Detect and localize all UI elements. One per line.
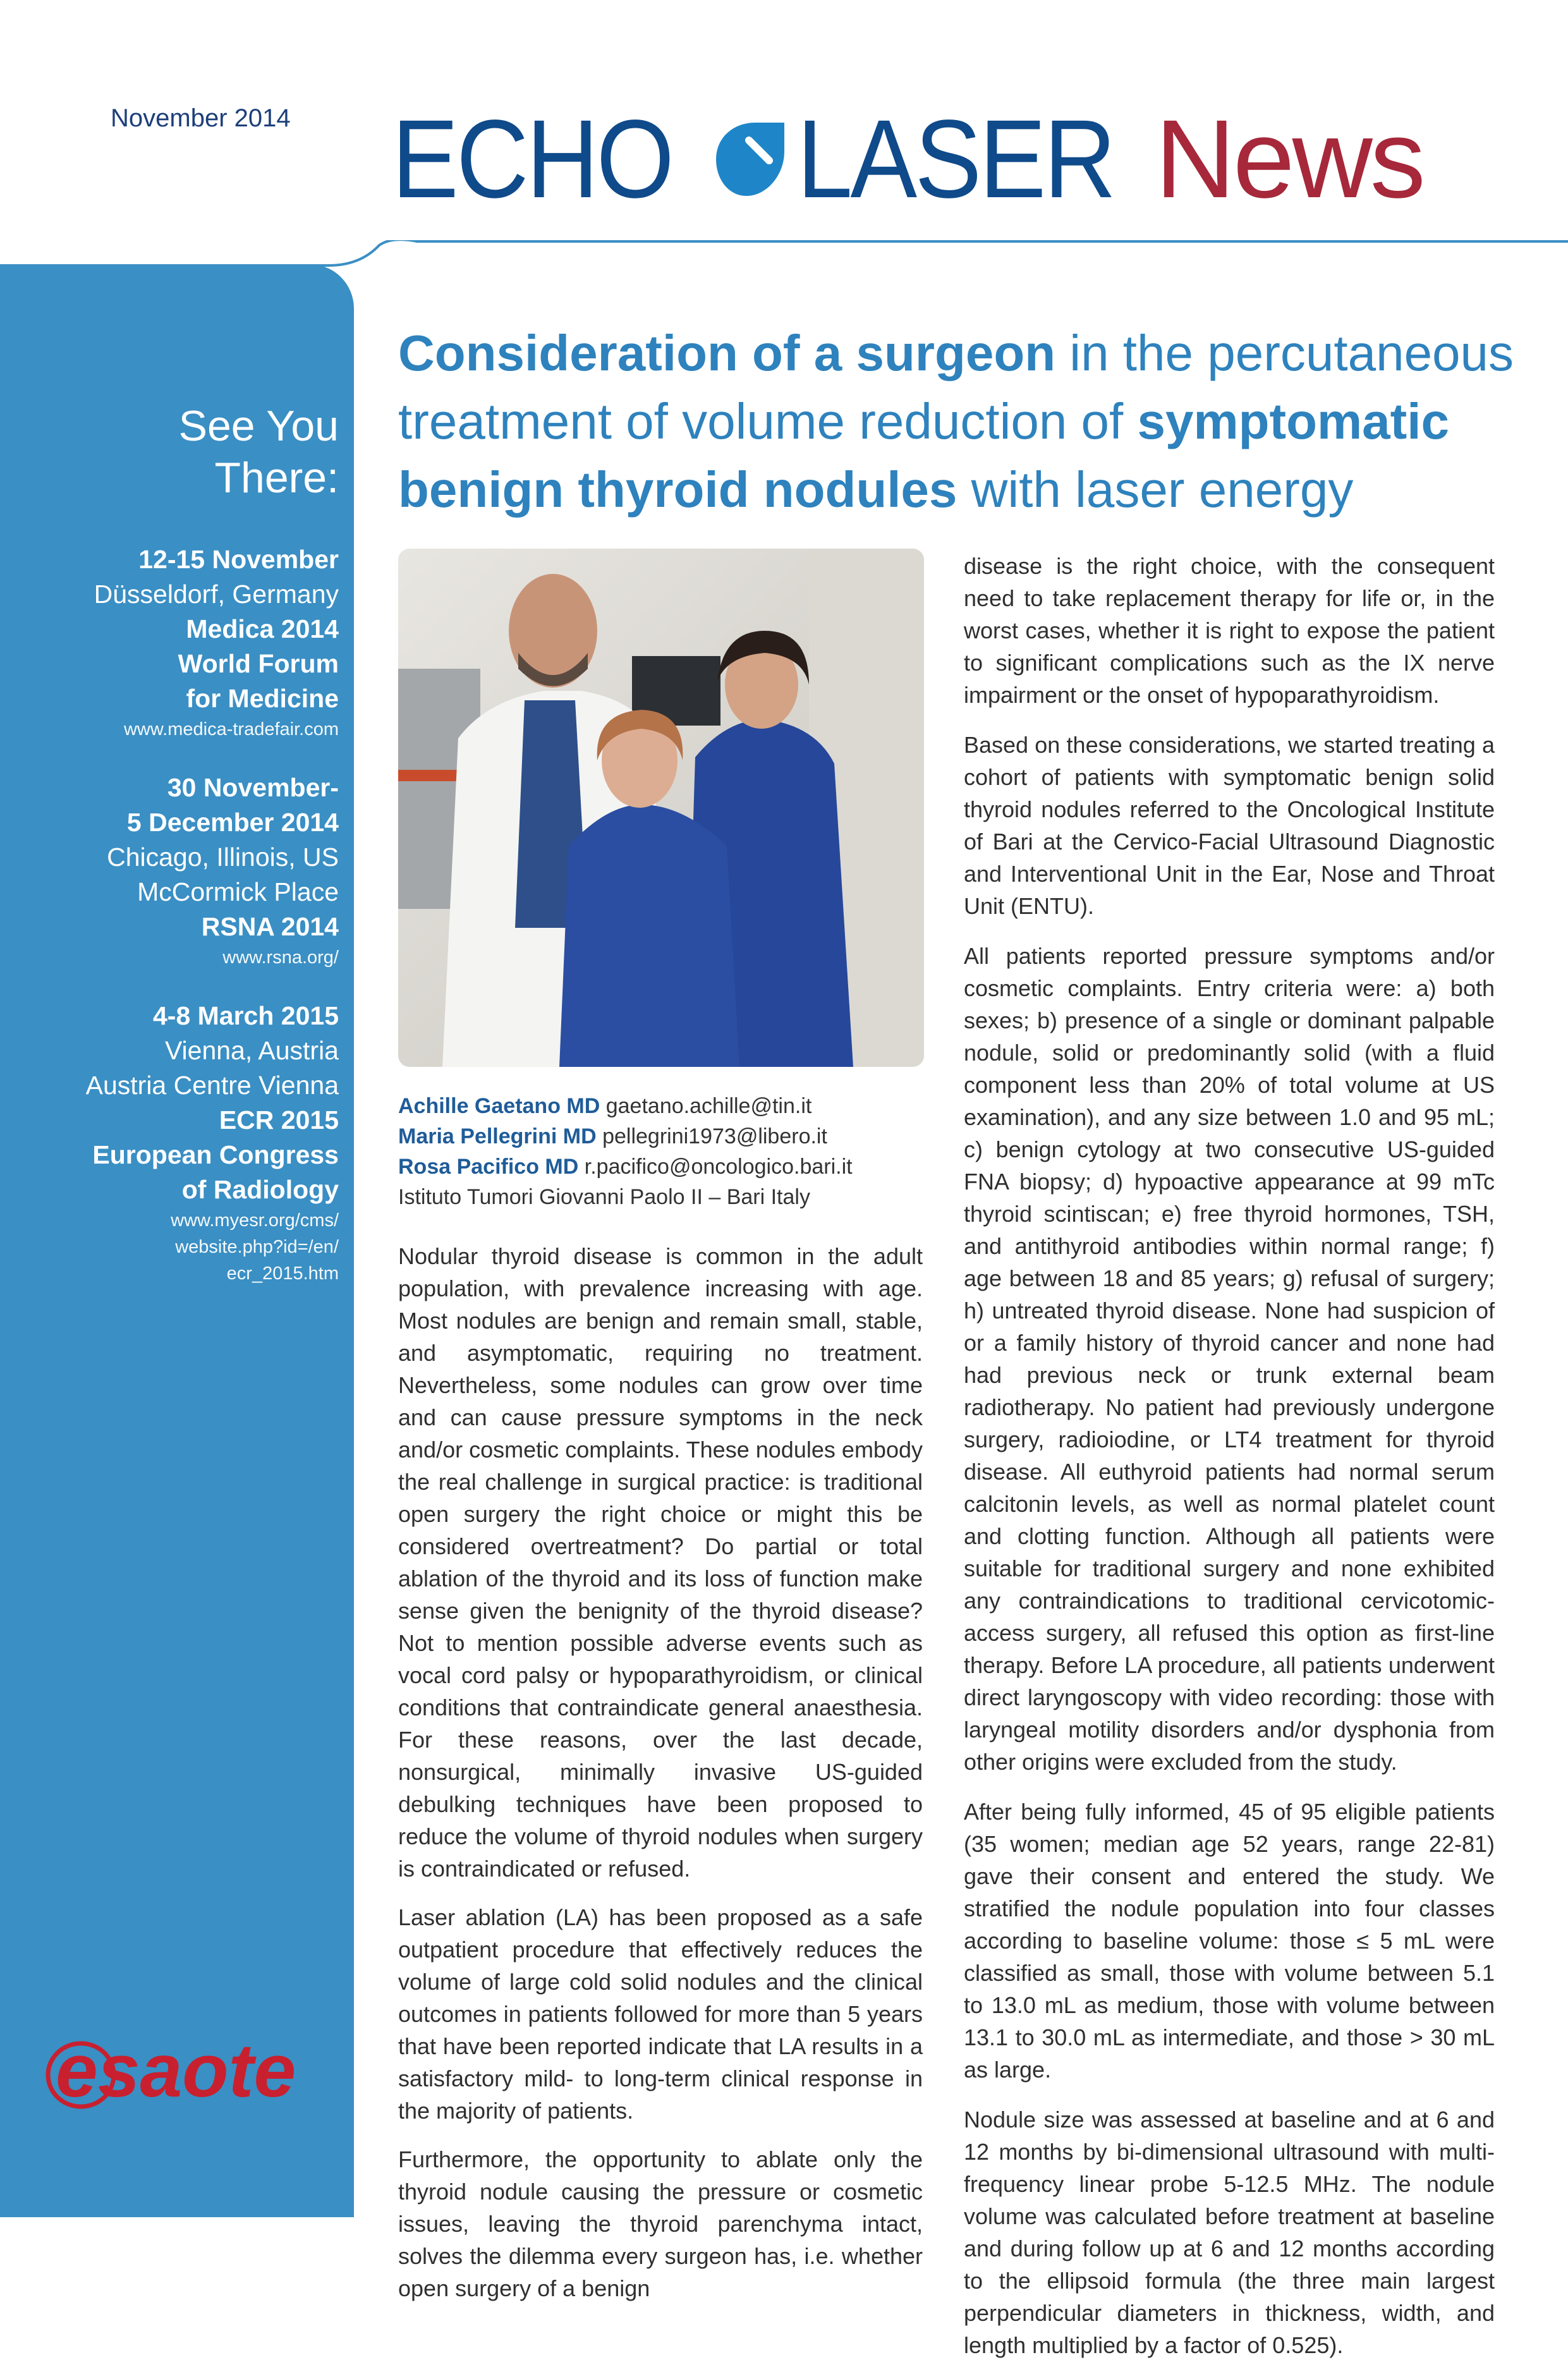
masthead-logo xyxy=(392,95,1423,221)
article-paragraph: disease is the right choice, with the consequent need to take replacement therapy for life or, in the worst cases, whether it is right to expose the patient to significant complications such as the IX nerve impairment or the onset of hypoparathyroidism. xyxy=(964,553,1495,708)
esaote-logo xyxy=(44,2026,329,2114)
title-regular-part1: in the percutaneous treatment of volume reduction of xyxy=(398,325,1514,449)
event-entry xyxy=(10,999,339,1287)
masthead-laser: LASER xyxy=(796,97,1114,221)
event-line: 30 November- xyxy=(167,773,339,802)
event-url-link[interactable]: www.rsna.org/ xyxy=(222,947,339,968)
masthead-echo: ECHO xyxy=(392,97,672,221)
article-paragraph: Nodule size was assessed at baseline and at 6 and 12 months by bi-dimensional ultrasound with multi-frequency linear probe 5-12.5 MHz. The nodule volume was calculated before treatment at baseline and during follow up at 6 and 12 months according to the ellipsoid formula (the three main largest perpendicular diameters in thickness, width, and length multiplied by a factor of 0.525). xyxy=(964,2107,1495,2358)
event-line: World Forum xyxy=(178,649,339,678)
article-paragraph: After being fully informed, 45 of 95 eligible patients (35 women; median age 52 years, range 22-81) gave their consent and entered the study. We stratified the nodule population into four classes according to baseline volume: those ≤ 5 mL were classified as small, those with volume between 5.1 to 13.0 mL as medium, those with volume between 13.1 to 30.0 mL as intermediate, and those > 30 mL as large. xyxy=(964,1799,1495,2083)
events-list xyxy=(10,542,339,1315)
event-url-link[interactable]: www.myesr.org/cms/ xyxy=(171,1210,339,1231)
event-line: for Medicine xyxy=(186,684,339,713)
article-title xyxy=(398,319,1536,524)
author-row xyxy=(398,1121,923,1152)
author-email-link[interactable]: pellegrini1973@libero.it xyxy=(602,1124,827,1148)
sidebar-heading xyxy=(23,400,339,504)
sidebar-heading-line1: See You xyxy=(178,402,339,450)
event-line: 5 December 2014 xyxy=(126,808,339,837)
esaote-logo-text: esaote xyxy=(56,2028,296,2113)
event-line: Medica 2014 xyxy=(186,614,339,643)
sidebar-heading-line2: There: xyxy=(214,454,339,502)
event-url-link[interactable]: website.php?id=/en/ xyxy=(175,1237,339,1257)
events-sidebar xyxy=(0,264,354,2217)
authors-photo-image xyxy=(398,549,924,1067)
author-row xyxy=(398,1152,923,1182)
event-line: ECR 2015 xyxy=(219,1105,339,1135)
event-line: 4-8 March 2015 xyxy=(152,1001,339,1030)
event-line: McCormick Place xyxy=(137,877,339,906)
event-entry xyxy=(10,770,339,971)
author-name: Rosa Pacifico MD xyxy=(398,1155,579,1179)
article-paragraph: Furthermore, the opportunity to ablate only the thyroid nodule causing the pressure or cosmetic issues, leaving the thyroid parenchyma intact, solves the dilemma every surgeon has, i.e. whether open surgery of a benign xyxy=(398,2146,923,2301)
event-line: Düsseldorf, Germany xyxy=(94,580,339,609)
author-email-link[interactable]: gaetano.achille@tin.it xyxy=(605,1094,812,1118)
authors-photo xyxy=(398,549,924,1067)
event-url-link[interactable]: www.medica-tradefair.com xyxy=(123,719,339,739)
article-paragraph: Nodular thyroid disease is common in the adult population, with prevalence increasing with age. Most nodules are benign and remain small, stable, and asymptomatic, requiring no treatment. Nevertheless, some nodules can grow over time and can cause pressure symptoms in the neck and/or cosmetic complaints. These nodules embody the real challenge in surgical practice: is traditional open surgery the right choice or might this be considered overtreatment? Do partial or total ablation of the thyroid and its loss of function make sense given the benignity of the thyroid disease? Not to mention possible adverse events such as vocal cord palsy or hypoparathyroidism, or clinical conditions that contraindicate general anaesthesia. For these reasons, over the last decade, nonsurgical, minimally invasive US-guided debulking techniques have been proposed to reduce the volume of thyroid nodules when surgery is contraindicated or refused. xyxy=(398,1243,923,1882)
author-name: Achille Gaetano MD xyxy=(398,1094,600,1118)
author-credits xyxy=(398,1091,923,1212)
title-bold-part1: Consideration of a surgeon xyxy=(398,325,1056,381)
event-url-link[interactable]: ecr_2015.htm xyxy=(226,1263,339,1284)
event-line: Vienna, Austria xyxy=(164,1036,339,1065)
article-column-left xyxy=(398,1240,923,2321)
event-line: Chicago, Illinois, US xyxy=(107,843,339,872)
event-line: European Congress xyxy=(92,1140,339,1169)
event-entry xyxy=(10,542,339,743)
title-regular-part2: with laser energy xyxy=(957,461,1354,518)
masthead-news: News xyxy=(1155,97,1423,221)
article-paragraph: Based on these considerations, we started treating a cohort of patients with symptomatic benign solid thyroid nodules referred to the Oncological Institute of Bari at the Cervico-Facial Ultrasound Diagnostic and Interventional Unit in the Ear, Nose and Throat Unit (ENTU). xyxy=(964,732,1495,919)
laser-drop-icon xyxy=(703,115,792,204)
issue-date: November 2014 xyxy=(111,104,291,132)
event-line: 12-15 November xyxy=(138,545,339,574)
author-row xyxy=(398,1091,923,1121)
event-line: Austria Centre Vienna xyxy=(85,1071,339,1100)
title-bold-part2: symptomatic benign thyroid nodules xyxy=(398,393,1449,518)
article-column-right xyxy=(964,550,1495,2379)
article-paragraph: Laser ablation (LA) has been proposed as a safe outpatient procedure that effectively reduces the volume of large cold solid nodules and the clinical outcomes in patients followed for more than 5 years that have been reported indicate that LA results in a satisfactory mild- to long-term clinical response in the majority of patients. xyxy=(398,1904,923,2124)
author-name: Maria Pellegrini MD xyxy=(398,1124,597,1148)
article-paragraph: All patients reported pressure symptoms and/or cosmetic complaints. Entry criteria were: a) both sexes; b) presence of a single or dominant palpable nodule, solid or predominantly solid (with a fluid component less than 20% of total volume at US examination), and any size between 1.0 and 95 mL; c) benign cytology at two consecutive US-guided FNA biopsy; d) hypoactive appearance at 99 mTc thyroid scintiscan; e) free thyroid hormones, TSH, and antithyroid antibodies within normal range; f) age between 18 and 85 years; g) refusal of surgery; h) untreated thyroid disease. None had suspicion of or a family history of thyroid cancer and none had had previous neck or trunk external beam radiotherapy. No patient had previously undergone surgery, radioiodine, or LT4 treatment for thyroid disease. All euthyroid patients had normal serum calcitonin levels, as well as normal platelet count and clotting function. Although all patients were suitable for traditional surgery and none exhibited any contraindications to traditional cervicotomic-access surgery, all refused this option as first-line therapy. Before LA procedure, all patients underwent direct laryngoscopy with video recording: those with laryngeal motility disorders and/or dysphonia from other origins were excluded from the study. xyxy=(964,943,1495,1775)
event-line: of Radiology xyxy=(181,1175,339,1204)
author-affiliation: Istituto Tumori Giovanni Paolo II – Bari Italy xyxy=(398,1185,810,1209)
event-line: RSNA 2014 xyxy=(201,912,339,941)
author-email-link[interactable]: r.pacifico@oncologico.bari.it xyxy=(584,1155,853,1179)
